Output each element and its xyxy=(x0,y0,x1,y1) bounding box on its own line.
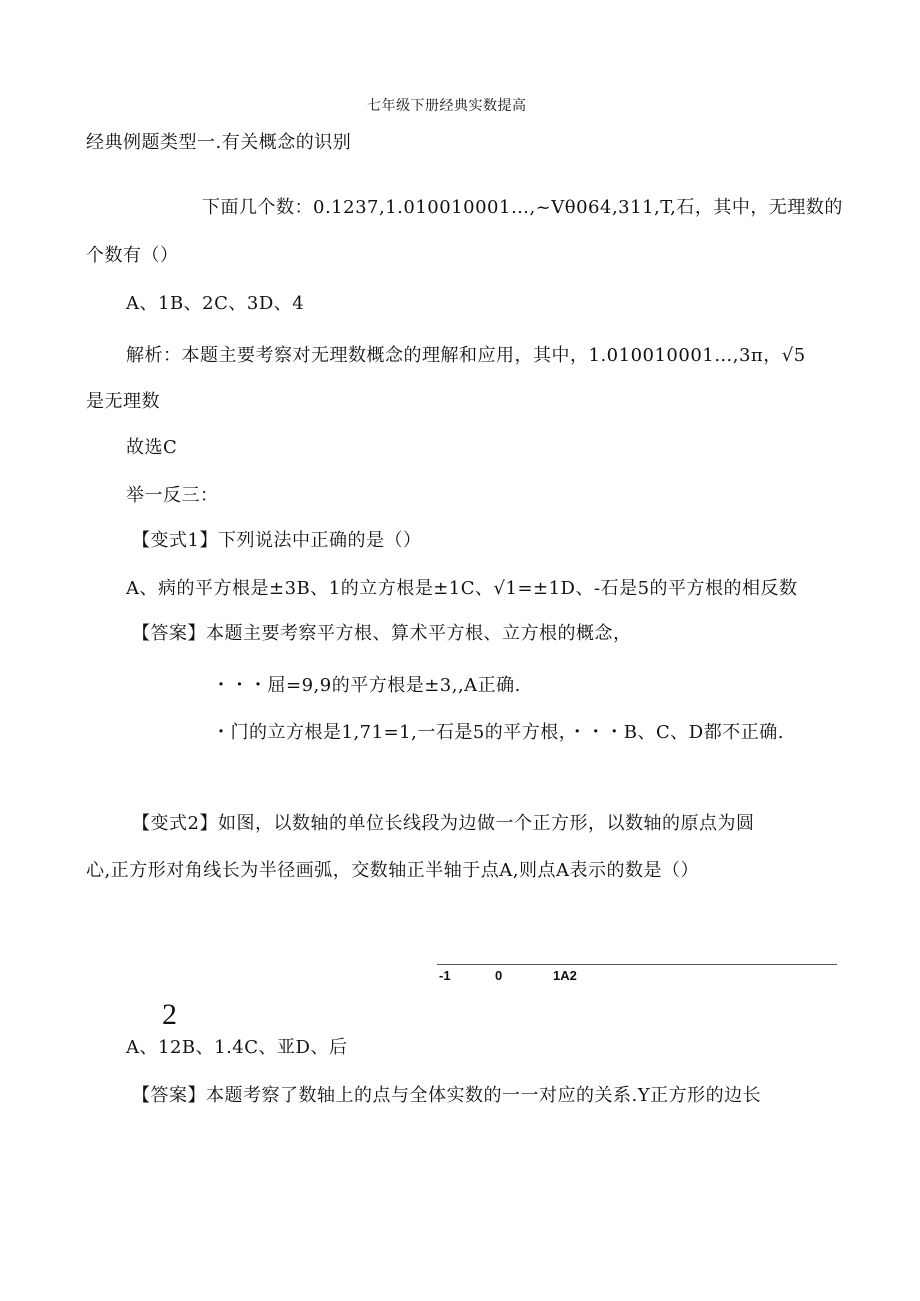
axis-label-neg1: -1 xyxy=(439,968,451,983)
variant2-options: A、12B、1.4C、亚D、后 xyxy=(126,1037,348,1058)
page-title: 七年级下册经典实数提高 xyxy=(367,98,527,114)
question1-options: A、1B、2C、3D、4 xyxy=(126,293,305,314)
large-number: 2 xyxy=(162,998,177,1031)
juyifansan-label: 举一反三： xyxy=(126,485,219,506)
axis-label-zero: 0 xyxy=(495,968,503,983)
section-heading: 经典例题类型一.有关概念的识别 xyxy=(86,132,352,153)
question1-line2: 个数有（） xyxy=(86,245,179,266)
variant1-step1: ・・・屈=9,9的平方根是±3,,A正确. xyxy=(212,675,521,696)
variant1-options: A、病的平方根是±3B、1的立方根是±1C、√1=±1D、-石是5的平方根的相反数 xyxy=(126,578,798,599)
analysis-line1: 解析：本题主要考察对无理数概念的理解和应用，其中，1.010010001…,3π，√5 xyxy=(126,345,806,366)
analysis-line2: 是无理数 xyxy=(86,391,160,412)
variant1-answer: 【答案】本题主要考察平方根、算术平方根、立方根的概念， xyxy=(132,623,632,644)
variant1-question: 【变式1】下列说法中正确的是（） xyxy=(132,530,422,551)
variant2-line1: 【变式2】如图，以数轴的单位长线段为边做一个正方形，以数轴的原点为圆 xyxy=(132,813,755,834)
variant2-line2: 心,正方形对角线长为半径画弧，交数轴正半轴于点A,则点A表示的数是（） xyxy=(86,860,699,881)
analysis-choice: 故选C xyxy=(126,437,178,458)
variant1-step2: ・门的立方根是1,71=1,一石是5的平方根，・・・B、C、D都不正确. xyxy=(212,722,784,743)
number-line-axis xyxy=(437,964,837,965)
axis-label-1a2: 1A2 xyxy=(553,968,577,983)
variant2-answer: 【答案】本题考察了数轴上的点与全体实数的一一对应的关系.Y正方形的边长 xyxy=(132,1085,762,1106)
question1-line1: 下面几个数：0.1237,1.010010001…,~Vθ064,311,T,石，其中，无理数的 xyxy=(202,197,843,218)
